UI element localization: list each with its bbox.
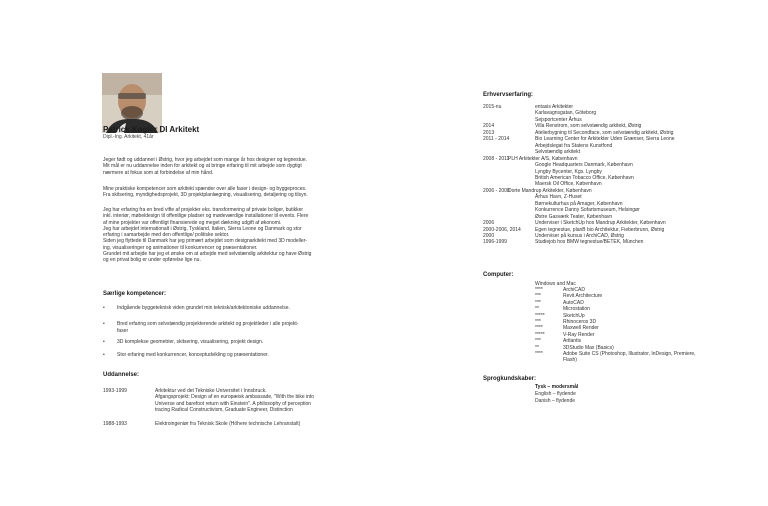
skill-name: SketchUp	[563, 312, 585, 319]
experience-entry: Underviser på kursus i ArchiCAD, Østrig	[535, 233, 624, 239]
experience-entry: Studiejob hos BMW tegnestue/BETEK, München	[535, 239, 644, 246]
skill-name: V-Ray Render	[563, 331, 595, 338]
experience-entry: Børnekulturhus på Amager, København	[535, 200, 623, 207]
experience-entry: Århus Havn, Z-Huset	[535, 194, 582, 201]
experience-entry: Egen tegnestue, planB bio Architektur, Fieberbrunn, Østrig	[535, 226, 665, 233]
experience-entry: Sejsportcenter Århus	[535, 116, 582, 123]
bullet-icon: •	[103, 321, 105, 327]
skill-rating-stars: **	[535, 344, 539, 351]
intro-line: Jeger født og uddannet i Østrig, hvor jeg arbejdet som mange år hos designer og tegnestue.	[103, 157, 308, 163]
competencies-title: Særlige kompetencer:	[103, 291, 167, 297]
skill-rating-stars: ****	[535, 351, 543, 357]
skill-rating-stars: *****	[535, 312, 545, 319]
experience-entry: Lyngby Bycenter, Kgs. Lyngby	[535, 168, 602, 175]
intro-line: ing, visualiseringer og animationer til konkurrencer og præsentationer.	[103, 244, 258, 251]
experience-entry: Villa Renstrom, som selvstændig arkitekt, Østrig	[535, 123, 642, 130]
experience-employer: Dorte Mandrup Arkitekter, København	[508, 187, 592, 194]
experience-year: 1996-1999	[483, 239, 507, 246]
computer-header: Windows and Mac	[535, 281, 576, 287]
intro-line: Mit mål er nu uddannelse inden for arkitekt og at bringe erfaring til mit arbejde som dygtigt	[103, 163, 302, 170]
languages-title: Sprogkundskaber:	[483, 376, 537, 382]
intro-line: og en privat bolig er under opførelse lige nu.	[103, 257, 201, 264]
skill-rating-stars: ***	[535, 299, 541, 306]
experience-entry: Google Headquarters Danmark, København	[535, 162, 633, 169]
experience-entry: Underviser i SketchUp hos Mandrup Arkitekter, København	[535, 220, 666, 227]
experience-entry: entasis Arkitekter	[535, 104, 574, 110]
experience-year: 2013	[483, 129, 495, 136]
experience-entry: Karlavagnsgatan, Göteborg	[535, 110, 597, 117]
language-entry: English – flydende	[535, 391, 576, 397]
profile-photo	[102, 73, 162, 133]
experience-entry: Østre Gasværk Teater, København	[535, 213, 613, 220]
experience-year: 2006	[483, 220, 495, 227]
computer-title: Computer:	[483, 272, 514, 278]
experience-entry: Selvstændig arkitekt	[535, 149, 581, 156]
profile-name: Patrick Kogler DI Arkitekt	[103, 125, 200, 134]
skill-name: AutoCAD	[563, 299, 584, 306]
experience-entry: Konkurrence Danny Sofartsmuseum, Helsingør	[535, 207, 640, 214]
intro-line: nærmere at fokus som at forbindelse af min hånd.	[103, 169, 214, 176]
experience-entry: Arbejdslegat fra Statens Kunstfond	[535, 142, 613, 149]
bullet-icon: •	[103, 339, 105, 345]
experience-entry: British American Tobacco Office, København	[535, 174, 634, 181]
skill-rating-stars: ***	[535, 319, 541, 325]
skill-name: Artlantis	[563, 338, 582, 345]
profile-subtitle: Dipl.-Ing. Arkitekt, 41år	[103, 134, 154, 140]
intro-line: Jeg har arbejdet internationalt i Østrig, Tyskland, Italien, Sierra Leone og Danmark og stor	[103, 225, 302, 232]
skill-name: Maxwell Render	[563, 325, 599, 332]
intro-paragraph-3	[103, 207, 349, 264]
bullet-icon: •	[103, 305, 105, 311]
experience-entry: Bio Learning Center for Arkitekter Uden Grænser, Sierra Leone	[535, 136, 675, 143]
experience-year: 2014	[483, 123, 495, 130]
intro-line: erfaring i samarbejde med den offentlige/ politiske sektor.	[103, 232, 230, 239]
skill-name: ArchiCAD	[563, 287, 585, 293]
experience-employer: PLH Arkitekter A/S, København	[508, 155, 578, 162]
skill-rating-stars: ***	[535, 293, 541, 300]
intro-line: af mine projekter var offentligt finansierede og meget dækning udgift af økonomi.	[103, 219, 282, 226]
skill-name: Revit Architecture	[563, 293, 603, 300]
language-entry: Danish – flydende	[535, 398, 576, 404]
education-title: Uddannelse:	[103, 372, 140, 378]
skill-name: Microstation	[563, 306, 590, 313]
intro-line: Jeg har erfaring fra en bred vifte af projekter eks. transformering af private boliger, butikker	[103, 207, 304, 213]
skill-name: Flash)	[563, 357, 577, 364]
skill-name: Rhinoceros 3D	[563, 319, 597, 325]
intro-line: Siden jeg flyttede til Danmark har jeg primært arbejdet som designarkitekt med 3D modeller-	[103, 238, 307, 245]
experience-title: Erhvervserfaring:	[483, 92, 534, 98]
experience-entry: Maersk Oil Office, København	[535, 181, 602, 188]
skill-name: 3DStudio Max (Basics)	[563, 344, 614, 351]
skill-rating-stars: *****	[535, 331, 545, 338]
skill-name: Adobe Suite CS (Photoshop, Illustrator, InDesign, Premiere,	[563, 351, 696, 357]
experience-year: 2011 - 2014	[483, 136, 510, 143]
intro-line: Grundet mit arbejde har jeg et ønske om at arbejde med selvstændig arkitektur og have Østrig	[103, 251, 312, 258]
intro-line: Fra skitsering, myndighedsprojekt, 3D projektplanlægning, visualisering, detaljering og tilsyn.	[103, 192, 308, 199]
intro-paragraph-2	[103, 186, 349, 199]
skill-rating-stars: **	[535, 306, 539, 313]
intro-line: Mine praktiske kompetencer som arkitekt spænder over alle faser i design- og byggeproces.	[103, 186, 307, 192]
language-entry: Tysk – modersmål	[535, 384, 579, 390]
experience-year: 2000-2006, 2014	[483, 226, 521, 233]
intro-line: inkl. interiør, møbeldesign til offentlige pladser og mødeværdige installationer til events. Flere	[103, 213, 309, 220]
experience-year: 2015-nu	[483, 104, 502, 110]
experience-year: 2000	[483, 233, 495, 239]
intro-paragraph-1	[103, 157, 349, 176]
skill-rating-stars: ****	[535, 287, 543, 293]
experience-year: 2006 - 2008	[483, 187, 510, 194]
experience-year: 2008 - 2011	[483, 155, 510, 162]
bullet-icon: •	[103, 352, 105, 358]
skill-rating-stars: ****	[535, 325, 543, 332]
experience-entry: Atelierbygning til Secondface, som selvstændig arkitekt, Østrig	[535, 129, 674, 136]
skill-rating-stars: ***	[535, 338, 541, 345]
